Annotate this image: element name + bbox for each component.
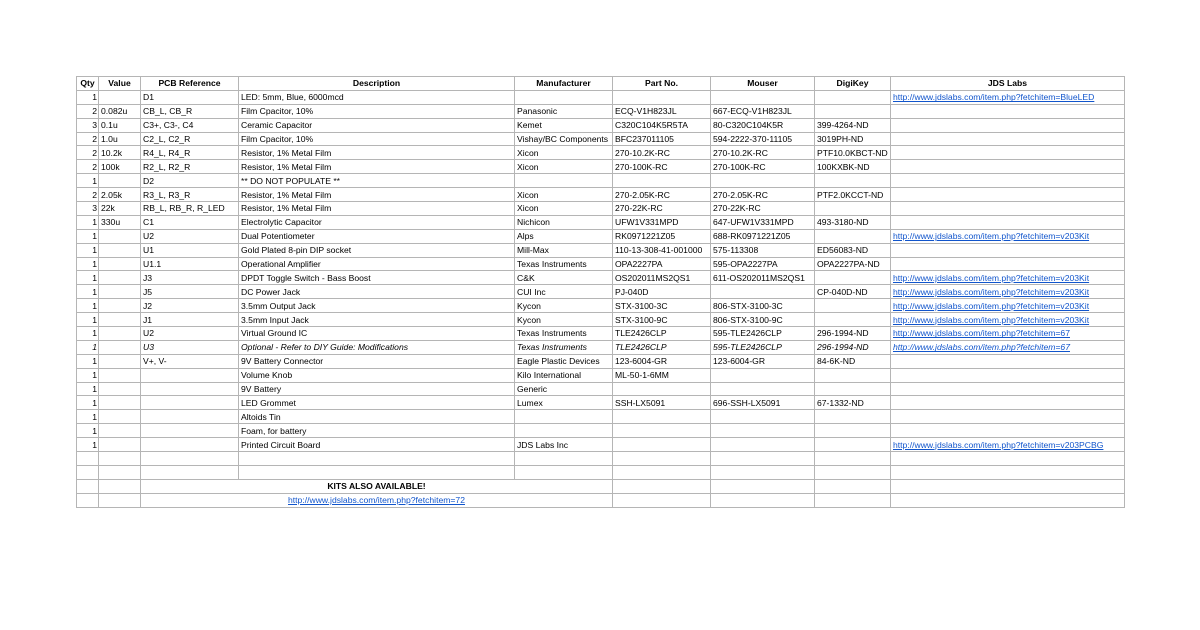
part-no-cell: TLE2426CLP (613, 327, 711, 341)
manufacturer-cell: Texas Instruments (515, 327, 613, 341)
pcb-reference-cell: C3+, C3-, C4 (141, 118, 239, 132)
jds-labs-link[interactable]: http://www.jdslabs.com/item.php?fetchitem=67 (891, 327, 1125, 341)
value-cell (99, 396, 141, 410)
manufacturer-cell: Xicon (515, 146, 613, 160)
jds-labs-link (891, 215, 1125, 229)
mouser-cell: 667-ECQ-V1H823JL (711, 104, 815, 118)
pcb-reference-cell (141, 396, 239, 410)
mouser-cell: 595-OPA2227PA (711, 257, 815, 271)
digikey-cell: 493-3180-ND (815, 215, 891, 229)
manufacturer-cell: Mill-Max (515, 243, 613, 257)
digikey-cell (815, 202, 891, 216)
digikey-cell (815, 299, 891, 313)
pcb-reference-cell (141, 438, 239, 452)
manufacturer-cell: Xicon (515, 188, 613, 202)
manufacturer-cell (515, 424, 613, 438)
jds-labs-link[interactable]: http://www.jdslabs.com/item.php?fetchitem=v203Kit (891, 271, 1125, 285)
table-row (77, 90, 1125, 104)
mouser-cell: 595-TLE2426CLP (711, 340, 815, 354)
description-cell: Optional - Refer to DIY Guide: Modifications (239, 340, 515, 354)
mouser-cell: 647-UFW1V331MPD (711, 215, 815, 229)
description-cell: Resistor, 1% Metal Film (239, 202, 515, 216)
digikey-cell (815, 229, 891, 243)
manufacturer-cell: Panasonic (515, 104, 613, 118)
value-cell: 1.0u (99, 132, 141, 146)
manufacturer-cell: Vishay/BC Components (515, 132, 613, 146)
mouser-cell: 688-RK0971221Z05 (711, 229, 815, 243)
description-cell: ** DO NOT POPULATE ** (239, 174, 515, 188)
table-row (77, 132, 1125, 146)
digikey-cell: 399-4264-ND (815, 118, 891, 132)
kits-link[interactable]: http://www.jdslabs.com/item.php?fetchitem=72 (141, 493, 613, 507)
pcb-reference-cell (141, 410, 239, 424)
qty-cell: 1 (77, 382, 99, 396)
part-no-cell: ECQ-V1H823JL (613, 104, 711, 118)
value-cell (99, 313, 141, 327)
value-cell: 10.2k (99, 146, 141, 160)
digikey-cell: PTF10.0KBCT-ND (815, 146, 891, 160)
mouser-cell: 806-STX-3100-9C (711, 313, 815, 327)
bom-table (76, 76, 1125, 508)
pcb-reference-cell: J1 (141, 313, 239, 327)
part-no-cell: OPA2227PA (613, 257, 711, 271)
jds-labs-link (891, 382, 1125, 396)
description-cell: Film Cpacitor, 10% (239, 104, 515, 118)
jds-labs-link[interactable]: http://www.jdslabs.com/item.php?fetchitem=v203PCBG (891, 438, 1125, 452)
pcb-reference-cell: R3_L, R3_R (141, 188, 239, 202)
description-cell: DPDT Toggle Switch - Bass Boost (239, 271, 515, 285)
mouser-cell: 575-113308 (711, 243, 815, 257)
header-description: Description (239, 77, 515, 91)
header-qty: Qty (77, 77, 99, 91)
part-no-cell: OS202011MS2QS1 (613, 271, 711, 285)
description-cell: LED: 5mm, Blue, 6000mcd (239, 90, 515, 104)
part-no-cell: ML-50-1-6MM (613, 368, 711, 382)
jds-labs-link (891, 174, 1125, 188)
digikey-cell (815, 90, 891, 104)
value-cell: 0.1u (99, 118, 141, 132)
qty-cell: 2 (77, 160, 99, 174)
description-cell: Operational Amplifier (239, 257, 515, 271)
jds-labs-link (891, 118, 1125, 132)
manufacturer-cell: Xicon (515, 202, 613, 216)
qty-cell: 2 (77, 104, 99, 118)
mouser-cell (711, 285, 815, 299)
mouser-cell (711, 90, 815, 104)
table-row (77, 215, 1125, 229)
jds-labs-link (891, 368, 1125, 382)
description-cell: Ceramic Capacitor (239, 118, 515, 132)
digikey-cell (815, 424, 891, 438)
pcb-reference-cell: U1 (141, 243, 239, 257)
table-row (77, 174, 1125, 188)
part-no-cell (613, 424, 711, 438)
table-row (77, 146, 1125, 160)
value-cell: 100k (99, 160, 141, 174)
value-cell: 2.05k (99, 188, 141, 202)
description-cell: Foam, for battery (239, 424, 515, 438)
digikey-cell (815, 104, 891, 118)
part-no-cell (613, 174, 711, 188)
value-cell (99, 243, 141, 257)
qty-cell: 1 (77, 438, 99, 452)
digikey-cell: 296-1994-ND (815, 327, 891, 341)
mouser-cell (711, 424, 815, 438)
digikey-cell (815, 382, 891, 396)
table-row (77, 257, 1125, 271)
mouser-cell: 270-2.05K-RC (711, 188, 815, 202)
description-cell: 9V Battery (239, 382, 515, 396)
pcb-reference-cell: D2 (141, 174, 239, 188)
blank-row (77, 465, 1125, 479)
jds-labs-link (891, 160, 1125, 174)
qty-cell: 1 (77, 340, 99, 354)
mouser-cell: 80-C320C104K5R (711, 118, 815, 132)
mouser-cell (711, 382, 815, 396)
manufacturer-cell: Lumex (515, 396, 613, 410)
table-row (77, 368, 1125, 382)
jds-labs-link (891, 396, 1125, 410)
description-cell: Dual Potentiometer (239, 229, 515, 243)
mouser-cell (711, 438, 815, 452)
value-cell (99, 340, 141, 354)
qty-cell: 1 (77, 243, 99, 257)
table-row (77, 160, 1125, 174)
part-no-cell: 270-100K-RC (613, 160, 711, 174)
value-cell (99, 424, 141, 438)
pcb-reference-cell: R2_L, R2_R (141, 160, 239, 174)
value-cell (99, 327, 141, 341)
description-cell: Altoids Tin (239, 410, 515, 424)
table-row (77, 313, 1125, 327)
kits-available-text: KITS ALSO AVAILABLE! (141, 479, 613, 493)
manufacturer-cell: Texas Instruments (515, 257, 613, 271)
manufacturer-cell (515, 174, 613, 188)
table-row (77, 188, 1125, 202)
qty-cell: 1 (77, 271, 99, 285)
manufacturer-cell: C&K (515, 271, 613, 285)
digikey-cell: 296-1994-ND (815, 340, 891, 354)
value-cell (99, 285, 141, 299)
table-row (77, 354, 1125, 368)
manufacturer-cell: Nichicon (515, 215, 613, 229)
qty-cell: 2 (77, 146, 99, 160)
manufacturer-cell: Kycon (515, 313, 613, 327)
description-cell: Resistor, 1% Metal Film (239, 160, 515, 174)
part-no-cell: PJ-040D (613, 285, 711, 299)
digikey-cell: OPA2227PA-ND (815, 257, 891, 271)
table-row (77, 118, 1125, 132)
header-manufacturer: Manufacturer (515, 77, 613, 91)
mouser-cell (711, 174, 815, 188)
part-no-cell: RK0971221Z05 (613, 229, 711, 243)
digikey-cell: 3019PH-ND (815, 132, 891, 146)
description-cell: DC Power Jack (239, 285, 515, 299)
header-row (77, 77, 1125, 91)
value-cell (99, 174, 141, 188)
header-value: Value (99, 77, 141, 91)
qty-cell: 1 (77, 368, 99, 382)
value-cell (99, 354, 141, 368)
table-row (77, 410, 1125, 424)
qty-cell: 1 (77, 313, 99, 327)
manufacturer-cell: CUI Inc (515, 285, 613, 299)
table-row (77, 382, 1125, 396)
qty-cell: 1 (77, 257, 99, 271)
header-mouser: Mouser (711, 77, 815, 91)
table-row (77, 396, 1125, 410)
description-cell: Printed Circuit Board (239, 438, 515, 452)
mouser-cell: 595-TLE2426CLP (711, 327, 815, 341)
jds-labs-link (891, 257, 1125, 271)
part-no-cell: C320C104K5R5TA (613, 118, 711, 132)
value-cell (99, 382, 141, 396)
qty-cell: 1 (77, 174, 99, 188)
header-digikey: DigiKey (815, 77, 891, 91)
manufacturer-cell: Kycon (515, 299, 613, 313)
mouser-cell: 270-10.2K-RC (711, 146, 815, 160)
manufacturer-cell: JDS Labs Inc (515, 438, 613, 452)
jds-labs-link (891, 188, 1125, 202)
jds-labs-link (891, 410, 1125, 424)
manufacturer-cell (515, 410, 613, 424)
qty-cell: 1 (77, 354, 99, 368)
part-no-cell: SSH-LX5091 (613, 396, 711, 410)
pcb-reference-cell (141, 424, 239, 438)
jds-labs-link (891, 202, 1125, 216)
header-part-no: Part No. (613, 77, 711, 91)
part-no-cell: 110-13-308-41-001000 (613, 243, 711, 257)
header-pcb-reference: PCB Reference (141, 77, 239, 91)
jds-labs-link (891, 243, 1125, 257)
jds-labs-link[interactable]: http://www.jdslabs.com/item.php?fetchitem=v203Kit (891, 229, 1125, 243)
digikey-cell (815, 313, 891, 327)
description-cell: Electrolytic Capacitor (239, 215, 515, 229)
pcb-reference-cell: V+, V- (141, 354, 239, 368)
qty-cell: 3 (77, 202, 99, 216)
digikey-cell (815, 174, 891, 188)
qty-cell: 1 (77, 327, 99, 341)
qty-cell: 1 (77, 90, 99, 104)
digikey-cell: PTF2.0KCCT-ND (815, 188, 891, 202)
part-no-cell: BFC237011105 (613, 132, 711, 146)
value-cell (99, 271, 141, 285)
description-cell: Film Cpacitor, 10% (239, 132, 515, 146)
table-row (77, 285, 1125, 299)
manufacturer-cell: Eagle Plastic Devices (515, 354, 613, 368)
value-cell (99, 257, 141, 271)
value-cell (99, 368, 141, 382)
pcb-reference-cell: U2 (141, 229, 239, 243)
part-no-cell (613, 90, 711, 104)
jds-labs-link (891, 354, 1125, 368)
value-cell (99, 229, 141, 243)
digikey-cell (815, 271, 891, 285)
part-no-cell: STX-3100-3C (613, 299, 711, 313)
qty-cell: 3 (77, 118, 99, 132)
manufacturer-cell: Alps (515, 229, 613, 243)
description-cell: 3.5mm Output Jack (239, 299, 515, 313)
mouser-cell: 806-STX-3100-3C (711, 299, 815, 313)
pcb-reference-cell: J2 (141, 299, 239, 313)
mouser-cell: 270-100K-RC (711, 160, 815, 174)
mouser-cell: 611-OS202011MS2QS1 (711, 271, 815, 285)
header-jds-labs: JDS Labs (891, 77, 1125, 91)
part-no-cell: 270-2.05K-RC (613, 188, 711, 202)
mouser-cell: 696-SSH-LX5091 (711, 396, 815, 410)
jds-labs-link[interactable]: http://www.jdslabs.com/item.php?fetchitem=67 (891, 340, 1125, 354)
value-cell (99, 438, 141, 452)
qty-cell: 2 (77, 188, 99, 202)
table-row (77, 340, 1125, 354)
digikey-cell: ED56083-ND (815, 243, 891, 257)
qty-cell: 1 (77, 424, 99, 438)
mouser-cell (711, 410, 815, 424)
qty-cell: 1 (77, 215, 99, 229)
kits-link-row (77, 493, 1125, 507)
qty-cell: 1 (77, 396, 99, 410)
manufacturer-cell: Kilo International (515, 368, 613, 382)
pcb-reference-cell: D1 (141, 90, 239, 104)
qty-cell: 1 (77, 229, 99, 243)
table-row (77, 424, 1125, 438)
jds-labs-link[interactable]: http://www.jdslabs.com/item.php?fetchitem=v203Kit (891, 299, 1125, 313)
description-cell: Gold Plated 8-pin DIP socket (239, 243, 515, 257)
qty-cell: 1 (77, 410, 99, 424)
part-no-cell: STX-3100-9C (613, 313, 711, 327)
blank-row (77, 452, 1125, 466)
jds-labs-link[interactable]: http://www.jdslabs.com/item.php?fetchitem=BlueLED (891, 90, 1125, 104)
table-row (77, 104, 1125, 118)
table-row (77, 438, 1125, 452)
kits-title-row (77, 479, 1125, 493)
table-row (77, 202, 1125, 216)
description-cell: Virtual Ground IC (239, 327, 515, 341)
digikey-cell: CP-040D-ND (815, 285, 891, 299)
pcb-reference-cell: J5 (141, 285, 239, 299)
table-row (77, 229, 1125, 243)
value-cell: 0.082u (99, 104, 141, 118)
value-cell: 330u (99, 215, 141, 229)
value-cell: 22k (99, 202, 141, 216)
pcb-reference-cell: RB_L, RB_R, R_LED (141, 202, 239, 216)
part-no-cell (613, 438, 711, 452)
digikey-cell: 84-6K-ND (815, 354, 891, 368)
jds-labs-link[interactable]: http://www.jdslabs.com/item.php?fetchitem=v203Kit (891, 285, 1125, 299)
qty-cell: 1 (77, 299, 99, 313)
pcb-reference-cell: U2 (141, 327, 239, 341)
part-no-cell: TLE2426CLP (613, 340, 711, 354)
part-no-cell: 123-6004-GR (613, 354, 711, 368)
manufacturer-cell: Kemet (515, 118, 613, 132)
qty-cell: 2 (77, 132, 99, 146)
pcb-reference-cell: C1 (141, 215, 239, 229)
description-cell: 3.5mm Input Jack (239, 313, 515, 327)
qty-cell: 1 (77, 285, 99, 299)
description-cell: 9V Battery Connector (239, 354, 515, 368)
jds-labs-link[interactable]: http://www.jdslabs.com/item.php?fetchitem=v203Kit (891, 313, 1125, 327)
pcb-reference-cell: U3 (141, 340, 239, 354)
table-row (77, 243, 1125, 257)
manufacturer-cell: Generic (515, 382, 613, 396)
jds-labs-link (891, 104, 1125, 118)
mouser-cell: 594-2222-370-11105 (711, 132, 815, 146)
part-no-cell (613, 382, 711, 396)
digikey-cell: 67-1332-ND (815, 396, 891, 410)
value-cell (99, 90, 141, 104)
pcb-reference-cell: C2_L, C2_R (141, 132, 239, 146)
part-no-cell: UFW1V331MPD (613, 215, 711, 229)
digikey-cell (815, 438, 891, 452)
description-cell: Resistor, 1% Metal Film (239, 146, 515, 160)
part-no-cell (613, 410, 711, 424)
jds-labs-link (891, 424, 1125, 438)
table-row (77, 327, 1125, 341)
digikey-cell (815, 368, 891, 382)
pcb-reference-cell: R4_L, R4_R (141, 146, 239, 160)
part-no-cell: 270-22K-RC (613, 202, 711, 216)
pcb-reference-cell: U1.1 (141, 257, 239, 271)
digikey-cell (815, 410, 891, 424)
value-cell (99, 299, 141, 313)
pcb-reference-cell (141, 368, 239, 382)
mouser-cell: 270-22K-RC (711, 202, 815, 216)
description-cell: LED Grommet (239, 396, 515, 410)
manufacturer-cell: Xicon (515, 160, 613, 174)
mouser-cell: 123-6004-GR (711, 354, 815, 368)
manufacturer-cell (515, 90, 613, 104)
description-cell: Resistor, 1% Metal Film (239, 188, 515, 202)
digikey-cell: 100KXBK-ND (815, 160, 891, 174)
description-cell: Volume Knob (239, 368, 515, 382)
value-cell (99, 410, 141, 424)
pcb-reference-cell: J3 (141, 271, 239, 285)
part-no-cell: 270-10.2K-RC (613, 146, 711, 160)
table-row (77, 299, 1125, 313)
jds-labs-link (891, 132, 1125, 146)
pcb-reference-cell: CB_L, CB_R (141, 104, 239, 118)
pcb-reference-cell (141, 382, 239, 396)
table-row (77, 271, 1125, 285)
manufacturer-cell: Texas Instruments (515, 340, 613, 354)
jds-labs-link (891, 146, 1125, 160)
mouser-cell (711, 368, 815, 382)
